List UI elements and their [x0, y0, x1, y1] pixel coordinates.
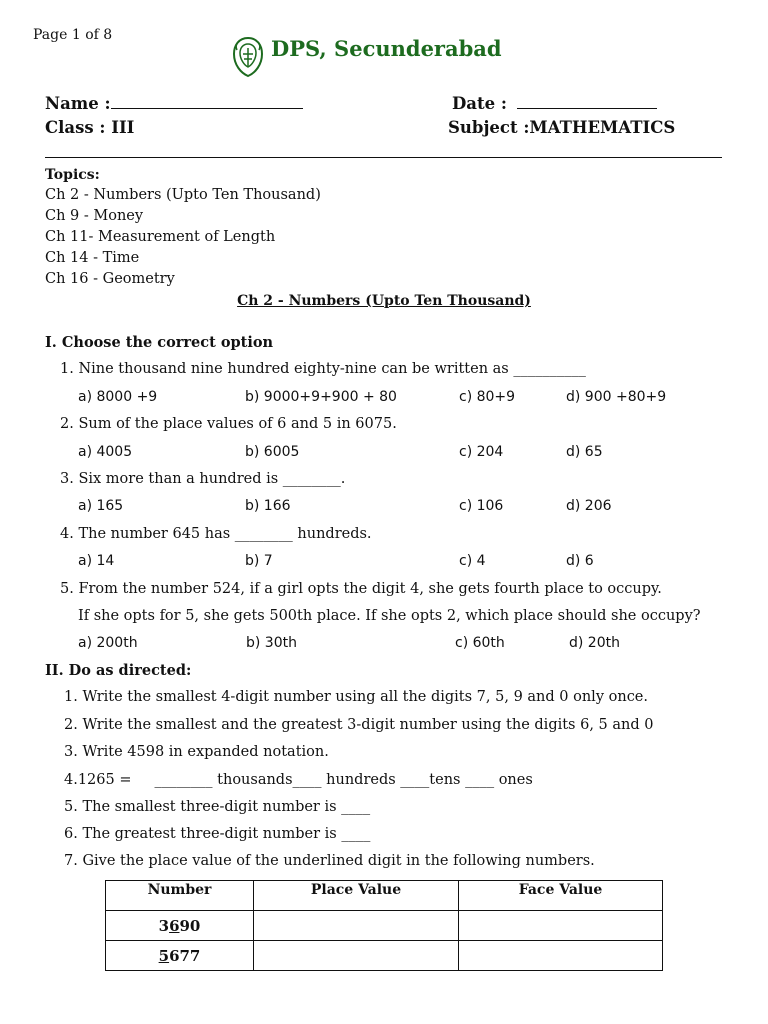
face-value-answer[interactable] [459, 941, 663, 971]
option-3d[interactable]: d) 206 [566, 498, 612, 514]
option-4b[interactable]: b) 7 [245, 553, 273, 569]
option-2c[interactable]: c) 204 [459, 444, 504, 460]
number-cell: 5677 [106, 941, 254, 971]
option-5b[interactable]: b) 30th [246, 635, 297, 651]
question-1: 1. Nine thousand nine hundred eighty-nine can be written as __________ [60, 361, 586, 377]
section-2-title: II. Do as directed: [45, 662, 192, 679]
header-place-value: Place Value [254, 881, 459, 911]
name-field[interactable] [45, 94, 303, 113]
class-label: Class : III [45, 118, 135, 137]
option-5c[interactable]: c) 60th [455, 635, 505, 651]
topics-title: Topics: [45, 167, 100, 183]
topic-item: Ch 14 - Time [45, 250, 140, 266]
directed-item-3: 3. Write 4598 in expanded notation. [64, 744, 329, 760]
option-1a[interactable]: a) 8000 +9 [78, 389, 158, 405]
option-4a[interactable]: a) 14 [78, 553, 115, 569]
option-2a[interactable]: a) 4005 [78, 444, 133, 460]
date-field[interactable] [452, 94, 657, 113]
subject-label: Subject :MATHEMATICS [448, 118, 676, 137]
directed-item-6: 6. The greatest three-digit number is ____ [64, 826, 371, 842]
directed-item-7: 7. Give the place value of the underlined digit in the following numbers. [64, 853, 595, 869]
topic-item: Ch 9 - Money [45, 208, 144, 224]
place-value-answer[interactable] [254, 911, 459, 941]
option-4d[interactable]: d) 6 [566, 553, 594, 569]
page-number: Page 1 of 8 [33, 27, 113, 43]
underlined-digit: 5 [158, 946, 170, 965]
name-blank[interactable] [111, 94, 303, 109]
table-row [106, 911, 663, 941]
directed-item-5: 5. The smallest three-digit number is ____ [64, 799, 371, 815]
option-2d[interactable]: d) 65 [566, 444, 603, 460]
option-1c[interactable]: c) 80+9 [459, 389, 516, 405]
header-number: Number [106, 881, 254, 911]
option-5d[interactable]: d) 20th [569, 635, 620, 651]
question-2: 2. Sum of the place values of 6 and 5 in 6075. [60, 416, 397, 432]
topic-item: Ch 11- Measurement of Length [45, 229, 276, 245]
chapter-title: Ch 2 - Numbers (Upto Ten Thousand) [237, 293, 531, 309]
question-5: 5. From the number 524, if a girl opts the digit 4, she gets fourth place to occupy. [60, 581, 662, 597]
option-2b[interactable]: b) 6005 [245, 444, 300, 460]
question-5-continued: If she opts for 5, she gets 500th place. If she opts 2, which place should she occupy? [78, 608, 701, 624]
directed-item-2: 2. Write the smallest and the greatest 3-digit number using the digits 6, 5 and 0 [64, 717, 654, 733]
directed-item-1: 1. Write the smallest 4-digit number using all the digits 7, 5, 9 and 0 only once. [64, 689, 649, 705]
option-3a[interactable]: a) 165 [78, 498, 124, 514]
date-blank[interactable] [517, 94, 657, 109]
question-3: 3. Six more than a hundred is ________. [60, 471, 346, 487]
header-divider [45, 157, 722, 158]
underlined-digit: 6 [169, 916, 180, 935]
question-4: 4. The number 645 has ________ hundreds. [60, 526, 372, 542]
date-label: Date : [452, 94, 507, 113]
option-1b[interactable]: b) 9000+9+900 + 80 [245, 389, 397, 405]
section-1-title: I. Choose the correct option [45, 334, 274, 351]
school-logo-icon [231, 36, 265, 78]
option-3c[interactable]: c) 106 [459, 498, 504, 514]
option-4c[interactable]: c) 4 [459, 553, 486, 569]
table-header-row [106, 881, 663, 911]
topic-item: Ch 16 - Geometry [45, 271, 175, 287]
topic-item: Ch 2 - Numbers (Upto Ten Thousand) [45, 187, 321, 203]
place-value-table [105, 880, 663, 971]
face-value-answer[interactable] [459, 911, 663, 941]
option-5a[interactable]: a) 200th [78, 635, 138, 651]
place-value-answer[interactable] [254, 941, 459, 971]
option-1d[interactable]: d) 900 +80+9 [566, 389, 667, 405]
header-face-value: Face Value [459, 881, 663, 911]
table-row [106, 941, 663, 971]
number-cell: 3690 [106, 911, 254, 941]
option-3b[interactable]: b) 166 [245, 498, 291, 514]
name-label: Name : [45, 94, 111, 113]
directed-item-4: 4.1265 = ________ thousands____ hundreds ____tens ____ ones [64, 772, 533, 788]
school-name: DPS, Secunderabad [271, 36, 502, 61]
